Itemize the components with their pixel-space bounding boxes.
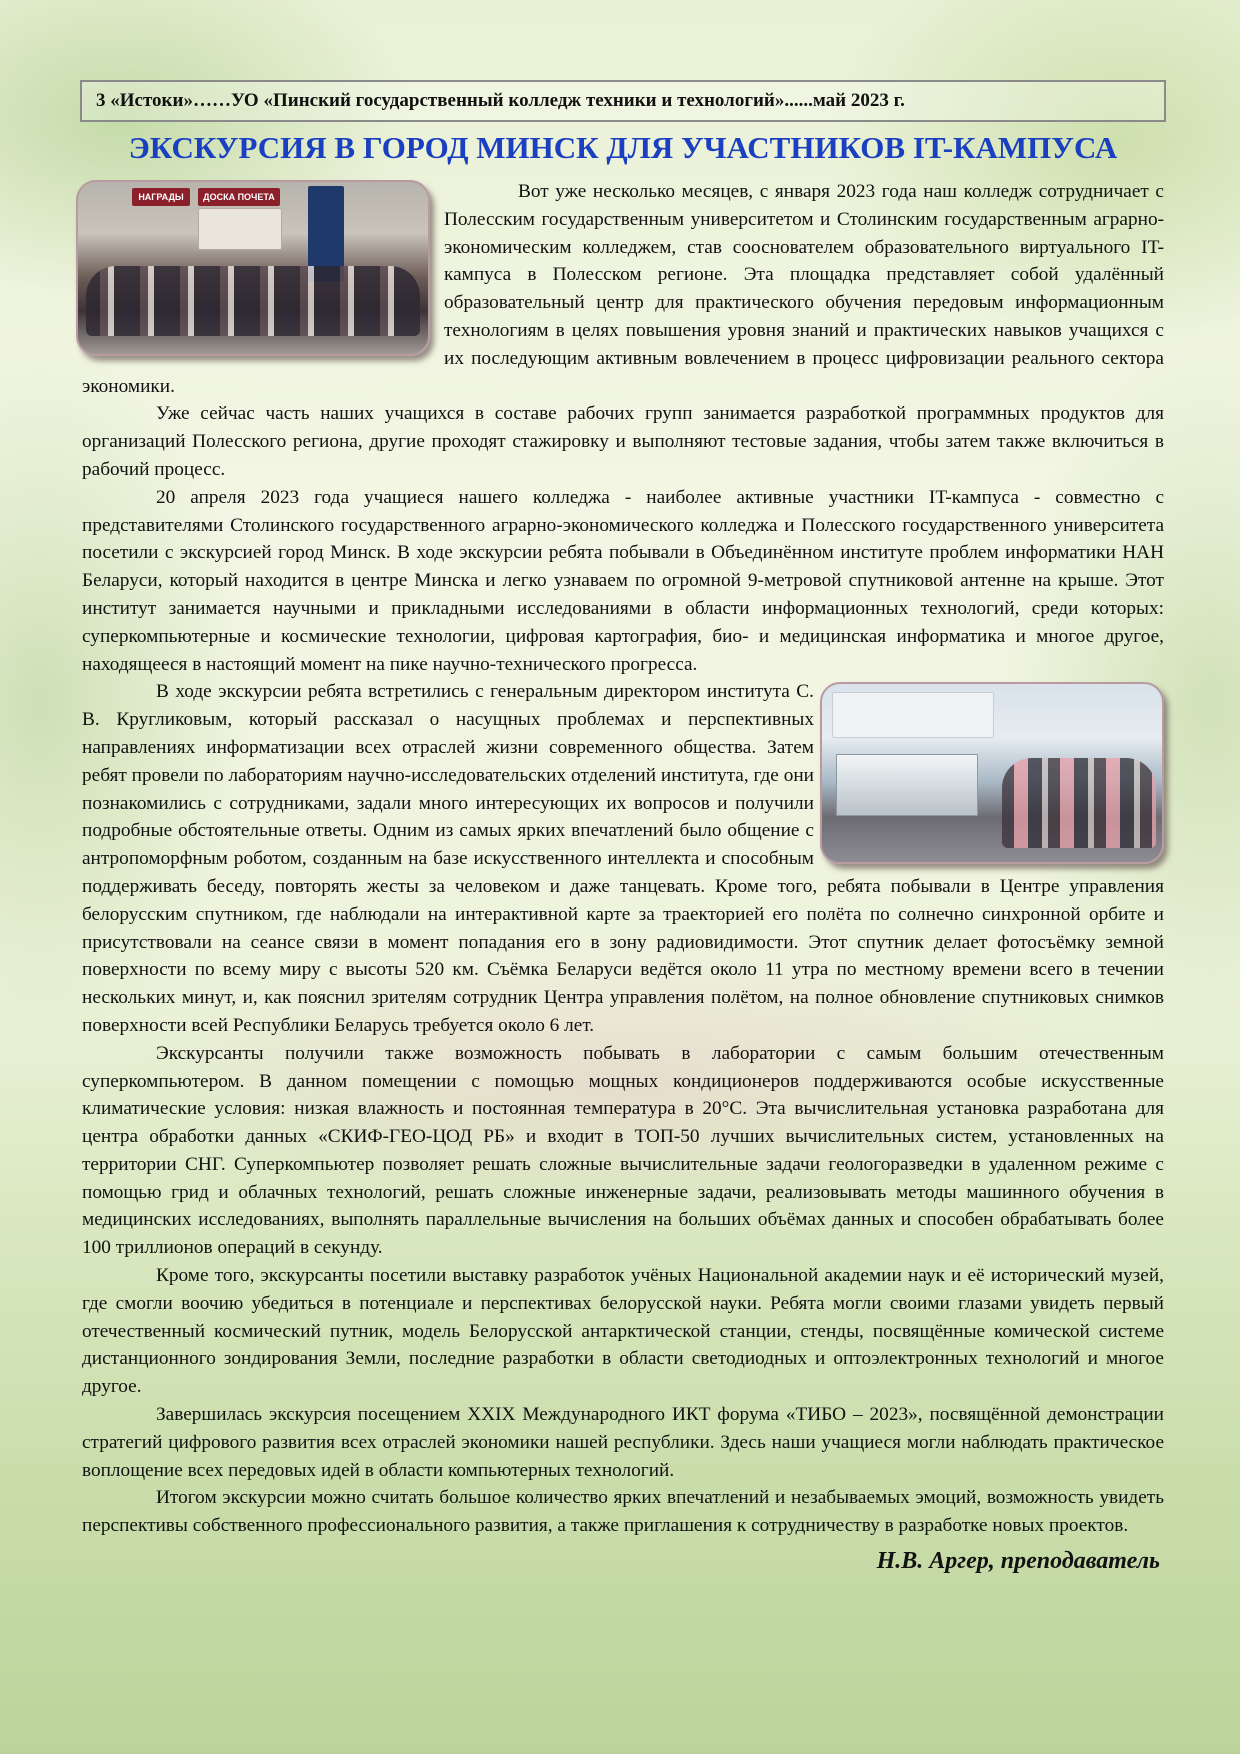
- honor-board: [198, 208, 282, 250]
- paragraph-4: В ходе экскурсии ребята встретились с генеральным директором института С. В. Кругликовым, который рассказал о насущных проблемах и перспективных направлениях информатизации всех отраслей жизни современного общества. Затем ребят провели по лабораториям научно-исследовательских отделений института, где они познакомились с сотрудниками, задали много интересующих их вопросов и получили подробные обстоятельные ответы. Одним из самых ярких впечатлений было общение с антропоморфным роботом, созданным на базе искусственного интеллекта и способным поддерживать беседу, повторять жесты за человеком и даже танцевать. Кроме того, ребята побывали в Центре управления белорусским спутником, где наблюдали на интерактивной карте за траекторией его полёта по солнечно синхронной орбите и присутствовали на сеансе связи в момент попадания его в зону радиовидимости. Этот спутник делает фотосъёмку земной поверхности по всему миру с высоты 520 км. Съёмка Беларуси ведётся около 11 утра по местному времени всего в течении нескольких минут, и, как пояснил зрителям сотрудник Центра управления полётом, на полное обновление спутниковых снимков поверхности всей Республики Беларусь требуется около 6 лет.: [82, 681, 1164, 1036]
- paragraph-6: Кроме того, экскурсанты посетили выставку разработок учёных Национальной академии наук и её исторический музей, где смогли воочию убедиться в потенциале и перспективах белорусской науки. Ребята могли своими глазами увидеть первый отечественный космический путник, модель Белорусской антарктической станции, стенды, посвящённые комической системе дистанционного зондирования Земли, последние разработки в области светодиодных и оптоэлектронных технологий и многое другое.: [82, 1265, 1164, 1398]
- paragraph-3: 20 апреля 2023 года учащиеся нашего колледжа - наиболее активные участники IT-кампуса - совместно с представителями Столинского государственного аграрно-экономического колледжа и Полесского государственного университета посетили с экскурсией город Минск. В ходе экскурсии ребята побывали в Объединённом институте проблем информатики НАН Беларуси, который находится в центре Минска и легко узнаваем по огромной 9-метровой спутниковой антенне на крыше. Этот институт занимается научными и прикладными исследованиями в области информационных технологий, среди которых: суперкомпьютерные и космические технологии, цифровая картография, био- и медицинская информатика и многое другое, находящееся в настоящий момент на пике научно-технического прогресса.: [82, 486, 1164, 675]
- awards-sign: НАГРАДЫ: [132, 188, 190, 206]
- author-name: Н.В. Аргер, преподаватель: [876, 1548, 1160, 1575]
- paragraph-5: Экскурсанты получили также возможность побывать в лаборатории с самым большим отечественным суперкомпьютером. В данном помещении с помощью мощных кондиционеров поддерживаются особые искусственные климатические условия: низкая влажность и постоянная температура в 20°С. Эта вычислительная установка разработана для центра обработки данных «СКИФ-ГЕО-ЦОД РБ» и входит в ТОП-50 лучших вычислительных систем, установленных на территории СНГ. Суперкомпьютер позволяет решать сложные вычислительные задачи геологоразведки в удаленном режиме с помощью грид и облачных технологий, решать сложные инженерные задачи, реализовывать методы машинного обучения в медицинских исследованиях, выполнять параллельные вычисления на больших объёмах данных и способен обрабатывать более 100 триллионов операций в секунду.: [82, 1042, 1164, 1259]
- group-of-people: [86, 266, 420, 336]
- paragraph-2: Уже сейчас часть наших учащихся в составе рабочих групп занимается разработкой программных продуктов для организаций Полесского региона, другие проходят стажировку и выполняют тестовые задания, чтобы затем также включиться в рабочий процесс.: [82, 403, 1164, 480]
- group-photo: [76, 180, 430, 356]
- display-stand: [832, 692, 994, 738]
- lab-photo: [820, 682, 1164, 864]
- group-of-visitors: [1002, 758, 1156, 848]
- header-line: 3 «Истоки»……УО «Пинский государственный колледж техники и технологий»......май 2023 г.: [96, 90, 905, 111]
- article-title: ЭКСКУРСИЯ В ГОРОД МИНСК ДЛЯ УЧАСТНИКОВ IT-КАМПУСА: [128, 130, 1118, 165]
- paragraph-7: Завершилась экскурсия посещением XXIX Международного ИКТ форума «ТИБО – 2023», посвящённой демонстрации стратегий цифрового развития всех отраслей экономики нашей республики. Здесь наши учащиеся могли наблюдать практическое воплощение всех передовых идей в области компьютерных технологий.: [82, 1404, 1164, 1481]
- author-signature: [82, 1548, 1164, 1576]
- paragraph-1: Вот уже несколько месяцев, с января 2023 года наш колледж сотрудничает с Полесским государственным университетом и Столинским государственным аграрно-экономическим колледжем, став сооснователем образовательного виртуального IT-кампуса в Полесском регионе. Эта площадка представляет собой удалённый образовательный центр для практического обучения передовым информационным технологиям в целях повышения уровня знаний и практических навыков учащихся с их последующим активным вовлечением в процесс цифровизации реального сектора экономики.: [82, 181, 1164, 397]
- article-body: [82, 178, 1164, 1576]
- paragraph-8: Итогом экскурсии можно считать большое количество ярких впечатлений и незабываемых эмоций, возможность увидеть перспективы собственного профессионального развития, а также приглашения к сотрудничеству в разработке новых проектов.: [82, 1487, 1164, 1537]
- display-case: [836, 754, 978, 816]
- honor-board-sign: ДОСКА ПОЧЕТА: [198, 188, 280, 206]
- page-header: [80, 80, 1166, 122]
